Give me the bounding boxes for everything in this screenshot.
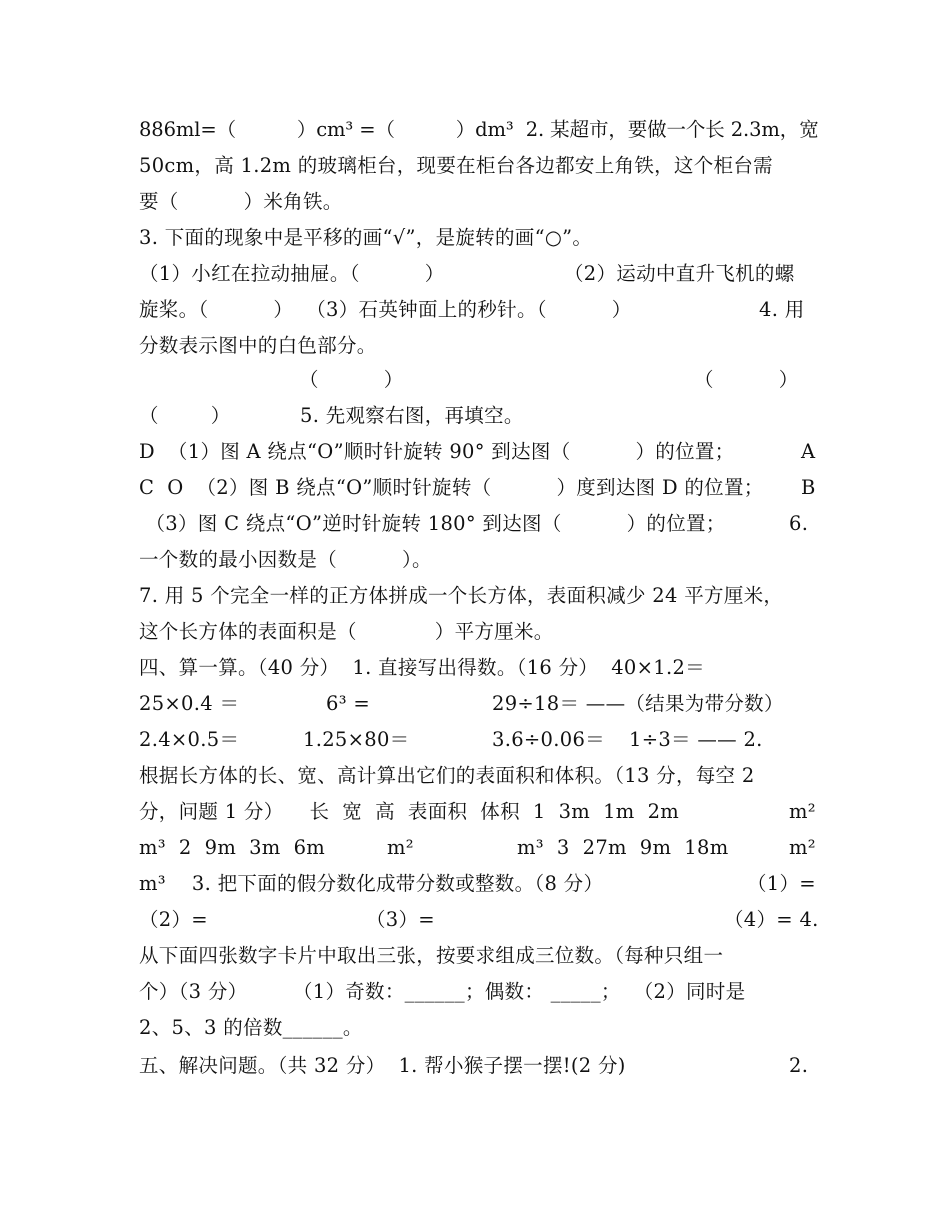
text-line	[139, 1049, 819, 1083]
text-segment: 这个长方体的表面积是（ ）平方厘米。	[139, 620, 554, 643]
text-segment: （2）=	[139, 908, 208, 931]
text-segment: 个）（3 分） （1）奇数：______；偶数： _____； （2）同时是	[139, 980, 746, 1003]
text-segment: 886ml=（ ）cm³ =（ ）dm³ 2. 某超市，要做一个长 2.3m，宽	[139, 118, 819, 141]
text-segment: 6.	[789, 512, 809, 535]
text-segment: （3）图 C 绕点“O”逆时针旋转 180° 到达图（ ）的位置；	[139, 512, 726, 535]
text-line	[139, 939, 819, 973]
text-segment: 7. 用 5 个完全一样的正方体拼成一个长方体，表面积减少 24 平方厘米，	[139, 584, 784, 607]
text-segment: 从下面四张数字卡片中取出三张，按要求组成三位数。（每种只组一	[139, 944, 724, 967]
text-line	[139, 543, 819, 577]
text-segment: 29÷18＝ ——（结果为带分数）	[492, 692, 784, 715]
text-line	[139, 831, 819, 865]
text-line	[139, 903, 819, 937]
text-line	[139, 759, 819, 793]
text-segment: 要（ ）米角铁。	[139, 190, 343, 213]
text-line	[139, 471, 819, 505]
text-segment: m²	[387, 836, 414, 859]
text-line	[139, 687, 819, 721]
text-segment: B	[801, 476, 816, 499]
text-segment: 3.6÷0.06＝	[492, 728, 605, 751]
text-line	[139, 399, 819, 433]
text-segment: 25×0.4 ＝	[139, 692, 240, 715]
text-segment: 2、5、3 的倍数______。	[139, 1016, 363, 1039]
text-line	[139, 723, 819, 757]
text-segment: （ ）	[139, 404, 231, 427]
text-line	[139, 435, 819, 469]
text-segment: （2）运动中直升飞机的螺	[564, 262, 795, 285]
text-line	[139, 1011, 819, 1045]
text-segment: （ ）	[299, 368, 404, 391]
text-line	[139, 113, 819, 147]
text-line	[139, 975, 819, 1009]
text-segment: 分数表示图中的白色部分。	[139, 334, 377, 357]
text-segment: （3）=	[366, 908, 435, 931]
text-segment: 50cm，高 1.2m 的玻璃柜台，现要在柜台各边都安上角铁，这个柜台需	[139, 154, 773, 177]
text-segment: 5. 先观察右图，再填空。	[300, 404, 524, 427]
text-segment: D （1）图 A 绕点“O”顺时针旋转 90° 到达图（ ）的位置；	[139, 440, 735, 463]
text-line	[139, 579, 819, 613]
text-segment: m³ 2 9m 3m 6m	[139, 836, 326, 859]
text-segment: （4）= 4.	[724, 908, 819, 931]
text-segment: （1）小红在拉动抽屉。（ ）	[139, 262, 445, 285]
text-line	[139, 363, 819, 397]
text-segment: m²	[789, 800, 816, 823]
text-segment: （ ）	[694, 368, 799, 391]
text-line	[139, 185, 819, 219]
text-segment: 一个数的最小因数是（ ）。	[139, 548, 432, 571]
text-segment: 6³ =	[326, 692, 370, 715]
text-segment: 四、算一算。（40 分） 1. 直接写出得数。（16 分） 40×1.2＝	[139, 656, 705, 679]
text-segment: 分，问题 1 分） 长 宽 高 表面积 体积 1 3m 1m 2m	[139, 800, 680, 823]
text-segment: 1.25×80＝	[303, 728, 410, 751]
text-segment: C O （2）图 B 绕点“O”顺时针旋转（ ）度到达图 D 的位置；	[139, 476, 764, 499]
text-segment: 2.	[789, 1054, 809, 1077]
text-segment: m³ 3. 把下面的假分数化成带分数或整数。（8 分）	[139, 872, 604, 895]
text-line	[139, 507, 819, 541]
text-segment: m²	[789, 836, 816, 859]
text-line	[139, 149, 819, 183]
text-segment: 1÷3＝ —— 2.	[629, 728, 763, 751]
text-line	[139, 867, 819, 901]
text-segment: 旋桨。（ ） （3）石英钟面上的秒针。（ ）	[139, 298, 632, 321]
text-segment: 根据长方体的长、宽、高计算出它们的表面积和体积。（13 分，每空 2	[139, 764, 755, 787]
text-segment: A	[801, 440, 816, 463]
text-line	[139, 651, 819, 685]
text-line	[139, 293, 819, 327]
text-segment: 4. 用	[759, 298, 805, 321]
text-segment: 五、解决问题。（共 32 分） 1. 帮小猴子摆一摆!(2 分)	[139, 1054, 626, 1077]
text-line	[139, 615, 819, 649]
text-segment: 3. 下面的现象中是平移的画“√”，是旋转的画“○”。	[139, 226, 593, 249]
text-segment: （1）=	[747, 872, 816, 895]
text-segment: m³ 3 27m 9m 18m	[517, 836, 729, 859]
text-line	[139, 257, 819, 291]
text-line	[139, 795, 819, 829]
text-line	[139, 221, 819, 255]
text-line	[139, 329, 819, 363]
text-segment: 2.4×0.5＝	[139, 728, 240, 751]
